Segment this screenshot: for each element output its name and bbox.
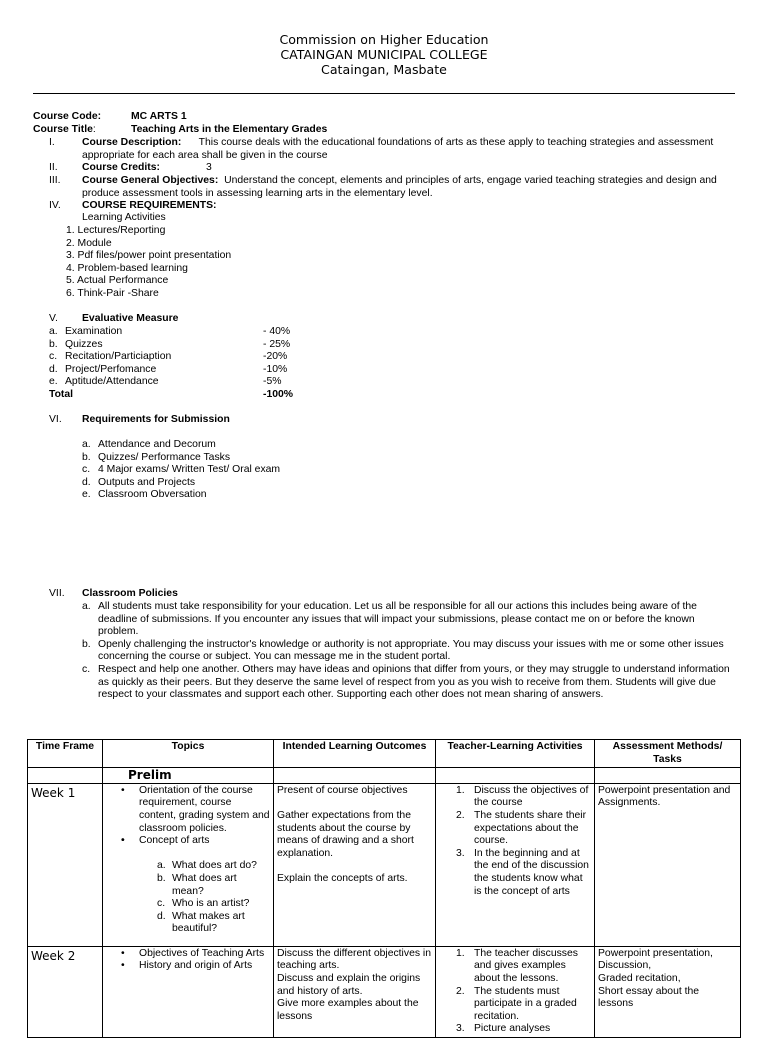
list-item: • Objectives of Teaching Arts	[139, 948, 270, 961]
header-learning-outcomes: Intended Learning Outcomes	[274, 740, 436, 768]
list-item: 2. The students share their expectations about the course.	[456, 809, 587, 847]
list-item: 6. Think-Pair -Share	[66, 287, 159, 299]
header-assessment: Assessment Methods/ Tasks	[595, 740, 741, 768]
measure-total-row: Total -100%	[49, 388, 294, 400]
course-title-label: Course Title:	[33, 124, 96, 135]
term-label: Prelim	[103, 768, 274, 784]
section-i-number: I.	[49, 137, 55, 148]
evaluative-measure-label: Evaluative Measure	[82, 313, 179, 324]
outcomes-cell: Discuss the different objectives in teaching arts. Discuss and explain the origins and history of arts. Give more examples about the lessons	[274, 946, 436, 1037]
section-v-number: V.	[49, 313, 58, 324]
header-commission: Commission on Higher Education	[279, 32, 489, 47]
section-ii-number: II.	[49, 162, 58, 173]
learning-activities-label: Learning Activities	[82, 212, 166, 223]
course-credits-value: 3	[206, 162, 212, 173]
list-item: 3. Pdf files/power point presentation	[66, 250, 232, 262]
learning-activities-list	[66, 225, 231, 301]
list-item: • History and origin of Arts	[139, 960, 270, 973]
measure-row: b. Quizzes - 25%	[49, 338, 291, 350]
list-item: 3. In the beginning and at the end of the discussion the students know what is the concept of arts	[456, 847, 589, 897]
list-item: b. Quizzes/ Performance Tasks	[82, 451, 231, 463]
outcomes-cell: Present of course objectives Gather expectations from the students about the course by means of drawing and a short explanation. Explain the concepts of arts.	[274, 783, 436, 946]
header-topics: Topics	[103, 740, 274, 768]
section-vi-number: VI.	[49, 414, 62, 425]
list-item: 1. The teacher discusses and gives examples about the lessons.	[456, 947, 578, 984]
measure-row: a. Examination - 40%	[49, 326, 291, 337]
list-item: b. What does art mean?	[157, 872, 237, 897]
list-item: d. What makes art beautiful?	[157, 910, 245, 935]
list-item: c. Who is an artist?	[157, 898, 250, 910]
section-vii-number: VII.	[49, 588, 65, 599]
header-divider	[33, 93, 735, 94]
list-item: e. Classroom Obversation	[82, 489, 207, 501]
course-objectives: Course General Objectives: Understand the concept, elements and principles of arts, engage varied teaching strategies and design and produce assessment tools in assessing learning arts in the elementary level.	[82, 175, 717, 199]
course-description: Course Description: This course deals with the educational foundations of arts as these apply to teaching strategies and assessment appropriate for each area shall be given in the course	[82, 137, 714, 161]
classroom-policies-list	[82, 601, 734, 702]
header-college: CATAINGAN MUNICIPAL COLLEGE	[280, 47, 488, 62]
table-row	[28, 768, 741, 784]
section-iii-number: III.	[49, 175, 61, 186]
list-item: b. Openly challenging the instructor's knowledge or authority is not appropriate. You may discuss your issues with me or some other issues concerning the course or subject. You can message me in the student portal.	[82, 638, 724, 663]
measure-row: d. Project/Perfomance -10%	[49, 363, 288, 375]
header-time-frame: Time Frame	[28, 740, 103, 768]
list-item: 2. Module	[66, 237, 112, 249]
topics-cell	[103, 783, 274, 946]
list-item: 4. Problem-based learning	[66, 262, 188, 274]
list-item: a. All students must take responsibility for your education. Let us all be responsible for all our actions this includes being aware of the deadline of submissions. If you encounter any issues that will impact your submissions, please contact me on or before the known problem.	[82, 601, 697, 638]
list-item: a. Attendance and Decorum	[82, 439, 216, 450]
list-item: 2. The students must participate in a graded recitation.	[456, 985, 577, 1022]
classroom-policies-label: Classroom Policies	[82, 588, 178, 599]
list-item: • Concept of arts	[139, 835, 270, 848]
measure-row: c. Recitation/Particiaption -20%	[49, 351, 288, 363]
assessment-cell: Powerpoint presentation, Discussion, Graded recitation, Short essay about the lessons	[595, 946, 741, 1037]
header-activities: Teacher-Learning Activities	[436, 740, 595, 768]
activities-cell	[436, 783, 595, 946]
requirements-submission-list	[82, 439, 382, 502]
list-item: 1. Lectures/Reporting	[66, 225, 166, 236]
header-location: Cataingan, Masbate	[321, 62, 447, 77]
list-item: d. Outputs and Projects	[82, 476, 196, 488]
list-item: a. What does art do?	[157, 860, 257, 872]
evaluative-measure-table	[49, 326, 309, 402]
course-title-value: Teaching Arts in the Elementary Grades	[131, 124, 328, 135]
list-item: 5. Actual Performance	[66, 275, 169, 287]
list-item: 1. Discuss the objectives of the course	[456, 784, 589, 809]
list-item: c. Respect and help one another. Others may have ideas and opinions that differ from yours, or they may struggle to understand information as quickly as their peers. But they deserve the same level of respect from you as you wish to receive from them. Students will give due respect to your classmates and support each other. Supporting each other does not mean sharing of answers.	[82, 663, 730, 701]
list-item: 3. Picture analyses	[456, 1023, 551, 1035]
table-row	[28, 783, 741, 946]
assessment-cell: Powerpoint presentation and Assignments.	[595, 783, 741, 946]
list-item: c. 4 Major exams/ Written Test/ Oral exam	[82, 464, 281, 476]
week-label: Week 2	[28, 946, 103, 1037]
list-item: • Orientation of the course requirement, course content, grading system and classroom policies.	[139, 785, 270, 835]
course-requirements-label: COURSE REQUIREMENTS:	[82, 200, 217, 211]
week-label: Week 1	[28, 783, 103, 946]
document-header	[0, 32, 768, 77]
course-credits-label: Course Credits:	[82, 162, 160, 173]
course-code-value: MC ARTS 1	[131, 111, 187, 122]
measure-row: e. Aptitude/Attendance -5%	[49, 376, 282, 388]
course-plan-table	[27, 739, 741, 1038]
requirements-submission-label: Requirements for Submission	[82, 414, 230, 425]
section-iv-number: IV.	[49, 200, 61, 211]
course-code-label: Course Code:	[33, 111, 102, 122]
table-header-row	[28, 740, 741, 768]
